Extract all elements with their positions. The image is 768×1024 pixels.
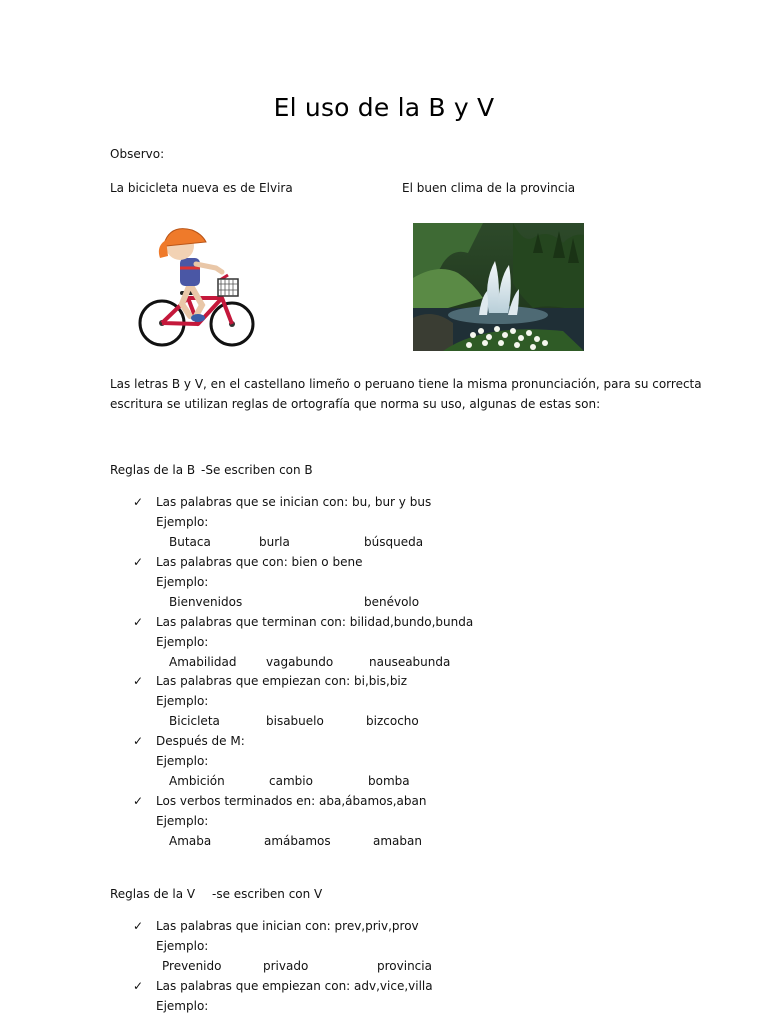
intro-line: Las letras B y V, en el castellano limeño o peruano tiene la misma pronunciación, para su correcta (110, 377, 702, 391)
example-word: nauseabunda (369, 655, 451, 669)
ejemplo-label: Ejemplo: (156, 999, 209, 1013)
check-icon: ✓ (133, 495, 144, 509)
example-word: benévolo (364, 595, 420, 609)
rule-text: Las palabras que con: bien o bene (156, 555, 363, 569)
example-word: cambio (269, 774, 313, 788)
section-v-subheading: -se escriben con V (212, 887, 323, 901)
check-icon: ✓ (133, 674, 144, 688)
example-word: provincia (377, 959, 432, 973)
example-word: vagabundo (266, 655, 334, 669)
section-b-subheading: -Se escriben con B (201, 463, 313, 477)
caption-bicycle: La bicicleta nueva es de Elvira (110, 181, 293, 195)
example-word: privado (263, 959, 309, 973)
bicycle-illustration (130, 220, 270, 355)
example-word: amaban (373, 834, 422, 848)
example-word: burla (259, 535, 290, 549)
example-word: Prevenido (162, 959, 222, 973)
ejemplo-label: Ejemplo: (156, 754, 209, 768)
check-icon: ✓ (133, 734, 144, 748)
ejemplo-label: Ejemplo: (156, 814, 209, 828)
check-icon: ✓ (133, 615, 144, 629)
check-icon: ✓ (133, 555, 144, 569)
rule-text: Las palabras que empiezan con: bi,bis,biz (156, 674, 408, 688)
example-word: búsqueda (364, 535, 424, 549)
check-icon: ✓ (133, 919, 144, 933)
waterfall-photo (413, 223, 584, 351)
example-word: bisabuelo (266, 714, 324, 728)
ejemplo-label: Ejemplo: (156, 635, 209, 649)
rule-text: Las palabras que se inician con: bu, bur y bus (156, 495, 432, 509)
example-word: Amabilidad (169, 655, 237, 669)
rule-text: Las palabras que inician con: prev,priv,prov (156, 919, 419, 933)
example-word: bizcocho (366, 714, 419, 728)
section-b-heading: Reglas de la B (110, 463, 196, 477)
example-word: Bicicleta (169, 714, 220, 728)
example-word: Butaca (169, 535, 211, 549)
check-icon: ✓ (133, 794, 144, 808)
rule-text: Los verbos terminados en: aba,ábamos,aban (156, 794, 427, 808)
example-word: Bienvenidos (169, 595, 243, 609)
example-word: bomba (368, 774, 410, 788)
document-title: El uso de la B y V (273, 93, 495, 122)
ejemplo-label: Ejemplo: (156, 939, 209, 953)
example-word: Ambición (169, 774, 225, 788)
intro-paragraph (110, 374, 702, 414)
caption-climate: El buen clima de la provincia (402, 181, 576, 195)
rule-text: Después de M: (156, 734, 245, 748)
example-word: Amaba (169, 834, 212, 848)
ejemplo-label: Ejemplo: (156, 575, 209, 589)
ejemplo-label: Ejemplo: (156, 515, 209, 529)
intro-line: escritura se utilizan reglas de ortografía que norma su uso, algunas de estas son: (110, 397, 601, 411)
ejemplo-label: Ejemplo: (156, 694, 209, 708)
rule-text: Las palabras que terminan con: bilidad,bundo,bunda (156, 615, 474, 629)
example-word: amábamos (264, 834, 331, 848)
section-v-heading: Reglas de la V (110, 887, 196, 901)
check-icon: ✓ (133, 979, 144, 993)
observo-label: Observo: (110, 147, 165, 161)
rule-text: Las palabras que empiezan con: adv,vice,villa (156, 979, 433, 993)
